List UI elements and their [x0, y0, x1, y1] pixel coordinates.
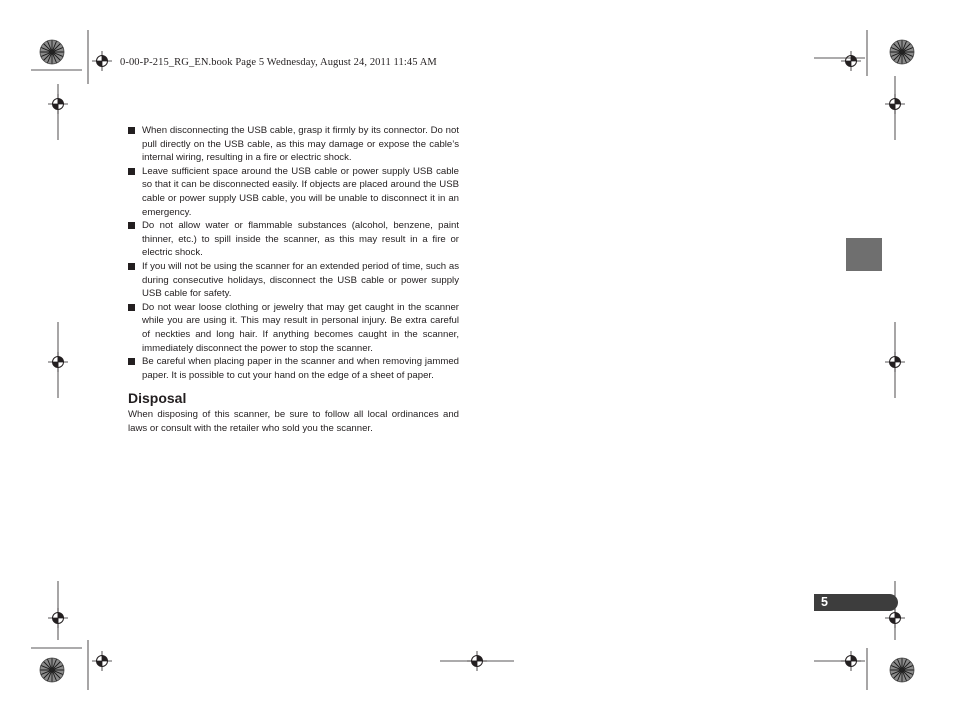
square-bullet-icon — [128, 222, 135, 229]
bullet-text: When disconnecting the USB cable, grasp it firmly by its connector. Do not pull directly on the USB cable, as this may damage or expose the cable’s internal wiring, resulting in a fire or electric shock. — [142, 125, 459, 164]
square-bullet-icon — [128, 168, 135, 175]
page-number: 5 — [821, 595, 828, 609]
bullet-liquids — [128, 219, 459, 260]
bullet-paper-edge — [128, 355, 459, 382]
page-content — [128, 124, 459, 435]
bullet-text: If you will not be using the scanner for an extended period of time, such as during consecutive holidays, disconnect the USB cable or power supply USB cable for safety. — [142, 260, 459, 300]
bullet-text: Be careful when placing paper in the scanner and when removing jammed paper. It is possible to cut your hand on the edge of a sheet of paper. — [142, 356, 459, 381]
square-bullet-icon — [128, 358, 135, 365]
bullet-text: Do not allow water or flammable substances (alcohol, benzene, paint thinner, etc.) to spill inside the scanner, as this may result in a fire or electric shock. — [142, 220, 459, 259]
bullet-loose-clothing — [128, 301, 459, 355]
chapter-side-tab — [846, 238, 882, 271]
bullet-text: Do not wear loose clothing or jewelry that may get caught in the scanner while you are using it. This may result in personal injury. Be extra careful of neckties and long hair. If anything becomes caught in the scanner, immediately disconnect the power to stop the scanner. — [142, 301, 459, 354]
square-bullet-icon — [128, 127, 135, 134]
square-bullet-icon — [128, 304, 135, 311]
bullet-text: Leave sufficient space around the USB cable or power supply USB cable so that it can be disconnected easily. If objects are placed around the USB cable or power supply USB cable, you will be unable to disconnect it in an emergency. — [142, 165, 459, 218]
book-slug-line: 0-00-P-215_RG_EN.book Page 5 Wednesday, August 24, 2011 11:45 AM — [120, 57, 437, 68]
page-number-badge — [814, 594, 898, 611]
square-bullet-icon — [128, 263, 135, 270]
bullet-extended-non-use — [128, 260, 459, 301]
bullet-usb-disconnect — [128, 124, 459, 165]
disposal-heading: Disposal — [128, 390, 187, 407]
safety-bullet-list — [128, 124, 459, 382]
disposal-body: When disposing of this scanner, be sure to follow all local ordinances and laws or consult with the retailer who sold you the scanner. — [128, 409, 459, 434]
bullet-cable-space — [128, 165, 459, 219]
